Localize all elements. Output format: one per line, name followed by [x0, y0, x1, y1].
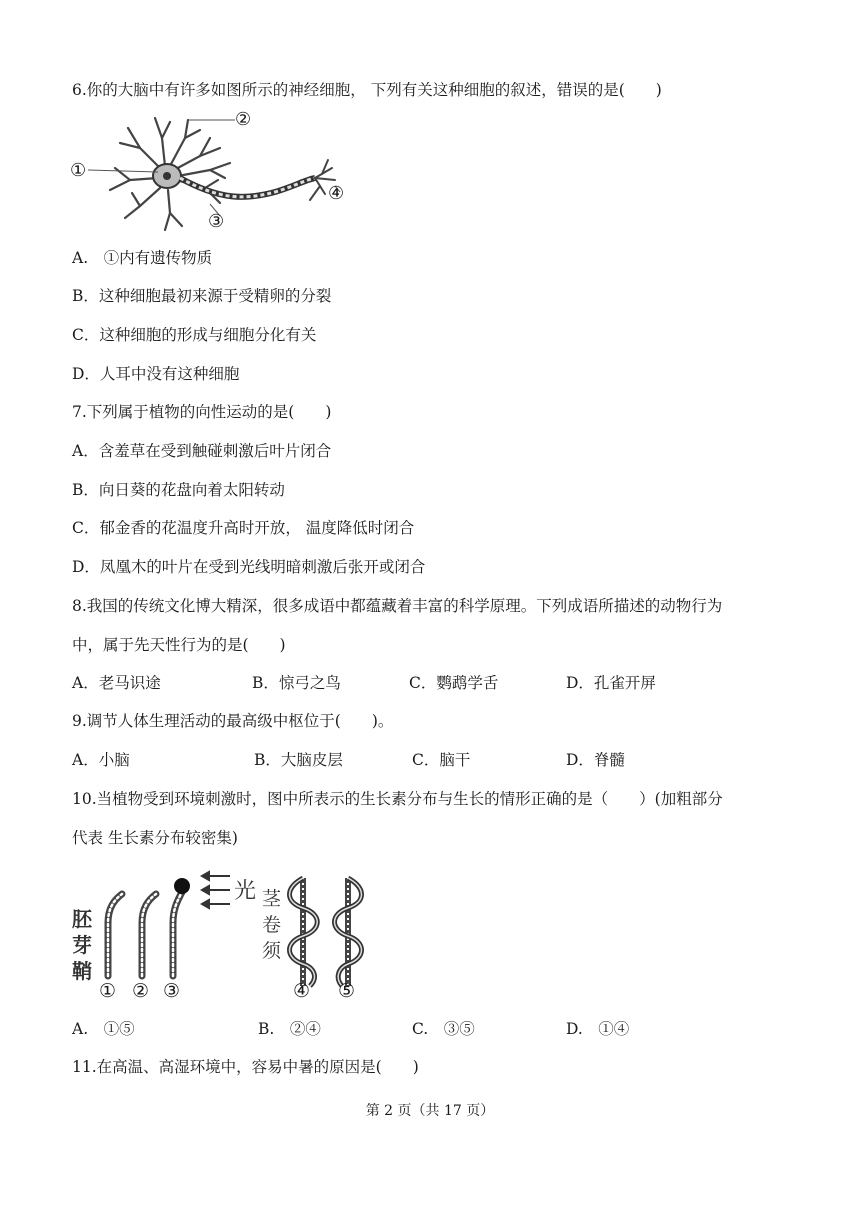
neuron-label-3: ③ — [208, 211, 225, 232]
q7-option-b: B．向日葵的花盘向着太阳转动 — [72, 481, 285, 499]
q8-option-d: D．孔雀开屏 — [566, 674, 656, 692]
q10-option-a: A. ①⑤ — [72, 1020, 135, 1038]
q8-stem-line1: 8.我国的传统文化博大精深，很多成语中都蕴藏着丰富的科学原理。下列成语所描述的动物行为 — [72, 597, 723, 615]
q7-stem: 7.下列属于植物的向性运动的是( ) — [72, 403, 332, 421]
q10-stem-line2: 代表 生长素分布较密集) — [72, 829, 238, 847]
q6-option-b: B．这种细胞最初来源于受精卵的分裂 — [72, 287, 332, 305]
q10-option-d: D. ①④ — [566, 1020, 630, 1038]
fig-num-5: ⑤ — [338, 980, 356, 1002]
neuron-figure — [70, 108, 360, 236]
fig-num-2: ② — [132, 980, 150, 1002]
q11-stem: 11.在高温、高湿环境中，容易中暑的原因是( ) — [72, 1058, 419, 1076]
q8-option-a: A．老马识途 — [72, 674, 161, 692]
q9-stem: 9.调节人体生理活动的最高级中枢位于( )。 — [72, 712, 394, 730]
q10-options — [72, 1019, 792, 1039]
q10-stem-line1: 10.当植物受到环境刺激时，图中所表示的生长素分布与生长的情形正确的是（ ）(加粗部分 — [72, 790, 723, 808]
neuron-label-1: ① — [70, 160, 87, 181]
auxin-figure — [70, 868, 370, 1003]
fig-num-1: ① — [99, 980, 117, 1002]
tendril-label: 茎 卷 须 — [262, 888, 282, 962]
q8-option-b: B．惊弓之鸟 — [252, 674, 341, 692]
q9-option-d: D．脊髓 — [566, 751, 625, 769]
q9-option-a: A．小脑 — [72, 751, 130, 769]
q9-option-c: C．脑干 — [412, 751, 471, 769]
q7-option-a: A．含羞草在受到触碰刺激后叶片闭合 — [72, 442, 332, 460]
fig-num-3: ③ — [163, 980, 181, 1002]
q9-option-b: B．大脑皮层 — [254, 751, 343, 769]
q6-option-d: D．人耳中没有这种细胞 — [72, 365, 240, 383]
neuron-label-4: ④ — [328, 183, 345, 204]
q6-option-c: C．这种细胞的形成与细胞分化有关 — [72, 326, 317, 344]
q8-stem-line2: 中，属于先天性行为的是( ) — [72, 636, 286, 654]
q9-options — [72, 750, 792, 770]
q6-stem: 6.你的大脑中有许多如图所示的神经细胞， 下列有关这种细胞的叙述，错误的是( ) — [72, 81, 662, 99]
neuron-label-2: ② — [235, 109, 252, 130]
q8-options — [72, 673, 792, 693]
q7-option-d: D．凤凰木的叶片在受到光线明暗刺激后张开或闭合 — [72, 558, 426, 576]
light-label: 光 — [234, 879, 257, 904]
q8-option-c: C．鹦鹉学舌 — [409, 674, 499, 692]
q10-option-b: B. ②④ — [258, 1020, 321, 1038]
q7-option-c: C．郁金香的花温度升高时开放， 温度降低时闭合 — [72, 519, 415, 537]
page-footer: 第 2 页（共 17 页） — [365, 1103, 495, 1119]
q10-option-c: C. ③⑤ — [412, 1020, 475, 1038]
q6-option-a: A. ①内有遗传物质 — [72, 249, 213, 267]
coleoptile-label: 胚 芽 鞘 — [72, 907, 92, 983]
fig-num-4: ④ — [293, 980, 311, 1002]
